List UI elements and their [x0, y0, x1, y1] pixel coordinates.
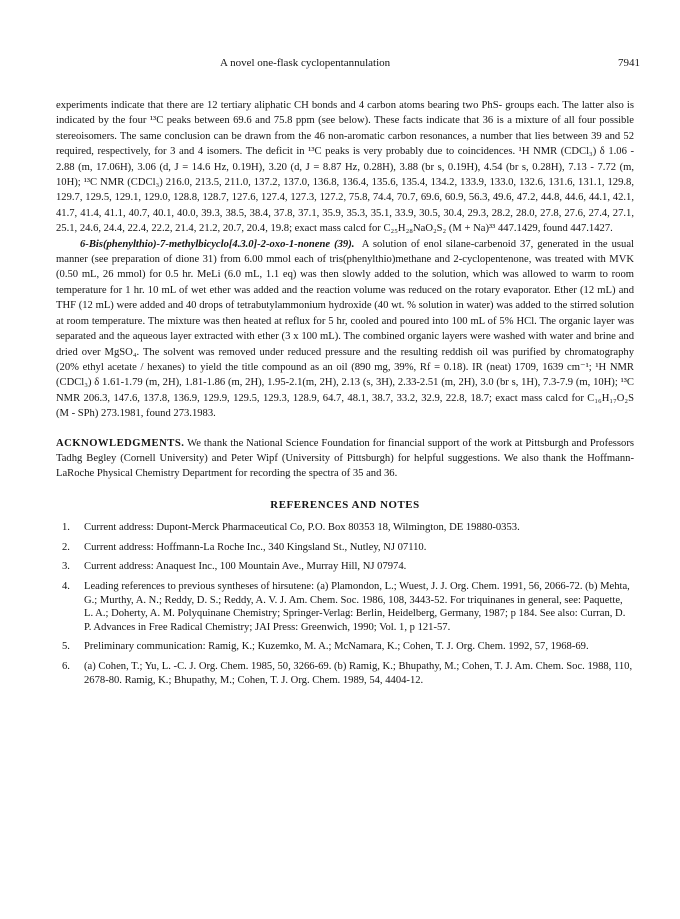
compound-procedure: A solution of enol silane-carbenoid 37, generated in the usual manner (see preparation of dione 31) from 6.00 mmol each of tris(phenylthio)methane and 2-cyclopentenone, was treated with MVK (0.50 mL, 26 mmol) for 0.5 hr. MeLi (6.0 mL, 1.1 eq) was then slowly added to the solution, which was allowed to warm to room temperature for 1 hr. 10 mL of wet ether was added and the reaction volume was reduced on the rotary evaporator. Ether (12 mL) and THF (12 mL) were added and 40 drops of tetrabutylammonium hydroxide (40 wt. % solution in water) was added to the stirred solution at room temperature. The mixture was then heated at reflux for 5 hr, cooled and poured into 100 mL of 5% HCl. The organic layer was separated and the aqueous layer extracted with ether (3 x 100 mL). The combined organic layers were washed with water and brine and dried over MgSO₄. The solvent was removed under reduced pressure and the resulting reddish oil was purified by chromatography (20% ethyl acetate / hexanes) to yield the title compound as an oil (890 mg, 39%, Rf = 0.18). IR (neat) 1709, 1639 cm⁻¹; ¹H NMR (CDCl₃) δ 1.61-1.79 (m, 2H), 1.81-1.86 (m, 2H), 1.95-2.1(m, 2H), 2.13 (s, 3H), 2.33-2.51 (m, 2H), 3.0 (br s, 1H), 7.3-7.9 (m, 10H); ¹³C NMR 206.3, 147.6, 137.8, 136.9, 129.9, 129.5, 129.3, 128.9, 64.7, 48.1, 38.7, 33.2, 32.9, 22.8, 18.7; exact mass calcd for C₁₆H₁₇O₂S (M - SPh) 273.1981, found 273.1983.: [56, 238, 634, 420]
reference-item: [56, 541, 634, 555]
acknowledgments-heading: ACKNOWLEDGMENTS.: [56, 437, 185, 449]
reference-text: Current address: Hoffmann-La Roche Inc., 340 Kingsland St., Nutley, NJ 07110.: [84, 541, 427, 553]
references-heading: REFERENCES AND NOTES: [270, 498, 420, 511]
reference-item: [56, 580, 634, 634]
reference-item: [56, 660, 634, 687]
reference-list: [56, 521, 634, 687]
reference-text: (a) Cohen, T.; Yu, L. -C. J. Org. Chem. 1985, 50, 3266-69. (b) Ramig, K.; Bhupathy, M.; Cohen, T. J. Am. Chem. Soc. 1988, 110, 2678-80. Ramig, K.; Bhupathy, M.; Cohen, T. J. Org. Chem. 1989, 54, 4404-12.: [84, 660, 633, 686]
reference-item: [56, 560, 634, 574]
reference-text: Current address: Anaquest Inc., 100 Mountain Ave., Murray Hill, NJ 07974.: [84, 561, 407, 573]
reference-number: 4.: [62, 580, 70, 592]
experimental-paragraph: experiments indicate that there are 12 tertiary aliphatic CH bonds and 4 carbon atoms bearing two PhS- groups each. The latter also is indicated by the four ¹³C peaks between 69.6 and 75.8 ppm (see below). These facts indicate that 36 is a mixture of all four possible stereoisomers. The same conclusion can be drawn from the 46 non-aromatic carbon resonances, a number that lies between 39 and 52 required, respectively, for 3 and 4 isomers. The deficit in ¹³C peaks is very probably due to coincidences. ¹H NMR (CDCl₃) δ 1.06 - 2.88 (m, 17.06H), 3.06 (d, J = 14.6 Hz, 0.19H), 3.20 (d, J = 8.87 Hz, 0.28H), 3.88 (br s, 0.19H), 4.54 (br s, 0.28H), 7.13 - 7.72 (m, 10H); ¹³C NMR (CDCl₃) 216.0, 213.5, 211.0, 137.2, 137.0, 136.8, 136.4, 135.6, 135.4, 134.2, 133.9, 133.0, 132.6, 131.6, 131.1, 129.8, 129.7, 129.5, 129.1, 129.0, 128.8, 128.7, 127.6, 127.4, 127.3, 127.2, 75.8, 74.4, 70.7, 69.6, 60.9, 56.3, 49.6, 47.2, 44.8, 44.6, 44.1, 42.1, 41.7, 41.4, 41.1, 40.7, 40.1, 40.0, 39.3, 38.5, 38.4, 37.8, 37.1, 35.9, 35.3, 35.1, 33.9, 30.5, 30.4, 29.3, 28.2, 28.0, 27.8, 27.6, 27.4, 27.1, 25.1, 24.6, 24.4, 22.4, 22.2, 21.4, 21.2, 20.7, 20.4, 19.8; exact mass calcd for C₂₅H₂₈NaO₂S₂ (M + Na)³³ 447.1429, found 447.1427.: [56, 100, 634, 235]
compound-title: 6-Bis(phenylthio)-7-methylbicyclo[4.3.0]-2-oxo-1-nonene (39).: [80, 238, 355, 250]
reference-number: 6.: [62, 660, 70, 672]
compound-paragraph: [56, 237, 634, 422]
reference-text: Preliminary communication: Ramig, K.; Kuzemko, M. A.; McNamara, K.; Cohen, T. J. Org. Chem. 1992, 57, 1968-69.: [84, 641, 589, 653]
reference-item: [56, 640, 634, 654]
reference-text: Current address: Dupont-Merck Pharmaceutical Co, P.O. Box 80353 18, Wilmington, DE 19880-0353.: [84, 522, 520, 534]
reference-number: 2.: [62, 541, 70, 553]
page-number: 7941: [618, 57, 640, 69]
reference-item: [56, 521, 634, 535]
running-title: A novel one-flask cyclopentannulation: [220, 57, 391, 69]
reference-number: 5.: [62, 641, 70, 653]
reference-number: 3.: [62, 561, 70, 573]
reference-text: Leading references to previous syntheses of hirsutene: (a) Plamondon, L.; Wuest, J. J. Org. Chem. 1991, 56, 2066-72. (b) Mehta, G.; Murthy, A. N.; Reddy, D. S.; Reddy, A. V. J. Am. Chem. Soc. 1986, 108, 3443-52. For triquinanes in general, see: Paquette, L. A.; Doherty, A. M. Polyquinane Chemistry; Springer-Verlag: Berlin, Heidelberg, Germany, 1987; p 184. See also: Curran, D. P. Advances in Free Radical Chemistry; JAI Press: Greenwich, 1990; Vol. 1, p 121-57.: [84, 580, 630, 633]
article-body: [56, 98, 634, 693]
acknowledgments: [56, 436, 634, 482]
acknowledgments-text: We thank the National Science Foundation for financial support of the work at Pittsburgh and Professors Tadhg Begley (Cornell University) and Peter Wipf (University of Pittsburgh) for helpful suggestions. We also thank the Hoffmann-LaRoche Physical Chemistry Department for recording the spectra of 35 and 36.: [56, 437, 634, 480]
reference-number: 1.: [62, 522, 70, 534]
